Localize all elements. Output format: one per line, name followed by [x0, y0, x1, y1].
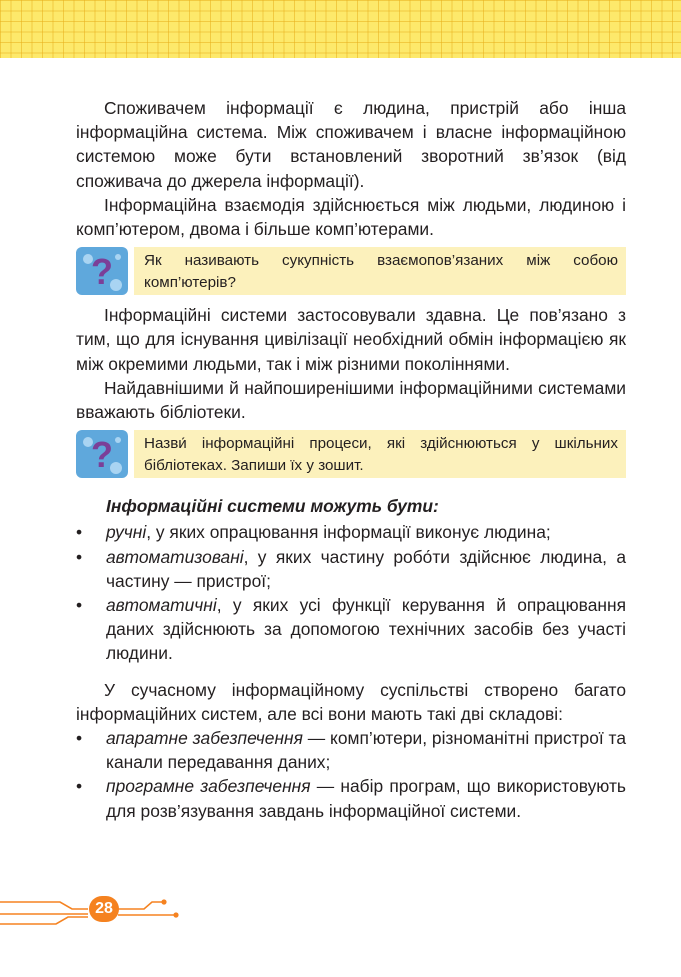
list-item [76, 593, 626, 666]
page-number: 28 [89, 896, 119, 922]
bullet: • [76, 595, 83, 616]
paragraph-history: Інформаційні системи застосовували здавна. Це пов’язано з тим, що для існування цивілізації необхідний обмін інформацією як між окремими людьми, так і між різними поколіннями. [76, 305, 626, 374]
term-description: , у яких опрацювання інформації виконує людина; [146, 522, 551, 543]
question-block-1 [76, 247, 626, 297]
question-text: Назви́ інформаційні процеси, які здійснюються у шкільних бібліотеках. Запиши їх у зошит. [134, 430, 626, 478]
list-item [76, 774, 626, 822]
question-text: Як називають сукупність взаємопов’язаних між собою комп’ютерів? [134, 247, 626, 295]
svg-text:?: ? [91, 434, 113, 476]
term-description: — набір програм, що використовують для розв’язування завдань інформаційної системи. [106, 776, 626, 821]
paragraph-components: У сучасному інформаційному суспільстві створено багато інформаційних систем, але всі вони мають такі дві складові: [76, 679, 626, 724]
list-item [76, 520, 626, 544]
paragraph-libraries: Найдавнішими й найпоширенішими інформаційними системами вважають бібліотеки. [76, 377, 626, 423]
page-content [76, 96, 626, 823]
term-description: , у яких усі функції керування й опрацювання даних здійснюють за допомогою технічних засобів без участі людини. [106, 595, 626, 664]
bullet: • [76, 522, 83, 543]
bullet: • [76, 728, 83, 749]
top-grid-band [0, 0, 681, 58]
paragraph-interaction: Інформаційна взаємодія здійснюється між людьми, людиною і комп’ютером, двома і більше комп’ютерами. [76, 194, 626, 240]
term: автоматизовані [106, 546, 244, 567]
list-item [76, 726, 626, 774]
question-icon [76, 430, 128, 478]
term: ручні [106, 522, 147, 543]
term: апаратне забезпечення [106, 728, 303, 749]
list-item [76, 545, 626, 593]
types-heading: Інформаційні системи можуть бути: [106, 496, 439, 517]
term: програмне забезпечення [106, 776, 311, 797]
question-icon [76, 247, 128, 295]
term-description: , у яких частину робо́ти здійснює людина, а частину — пристрої; [106, 546, 626, 591]
svg-text:?: ? [91, 251, 113, 293]
paragraph-consumer: Споживачем інформації є людина, пристрій або інша інформаційна система. Між споживачем і власне інформаційною системою може бути встановлений зворотний зв’язок (від споживача до джерела інформації). [76, 98, 626, 191]
question-block-2 [76, 430, 626, 480]
term-description: — комп’ютери, різноманітні пристрої та канали передавання даних; [106, 728, 626, 773]
term: автоматичні [106, 595, 217, 616]
types-list [76, 520, 626, 665]
bullet: • [76, 546, 83, 567]
components-list [76, 726, 626, 823]
bullet: • [76, 776, 83, 797]
